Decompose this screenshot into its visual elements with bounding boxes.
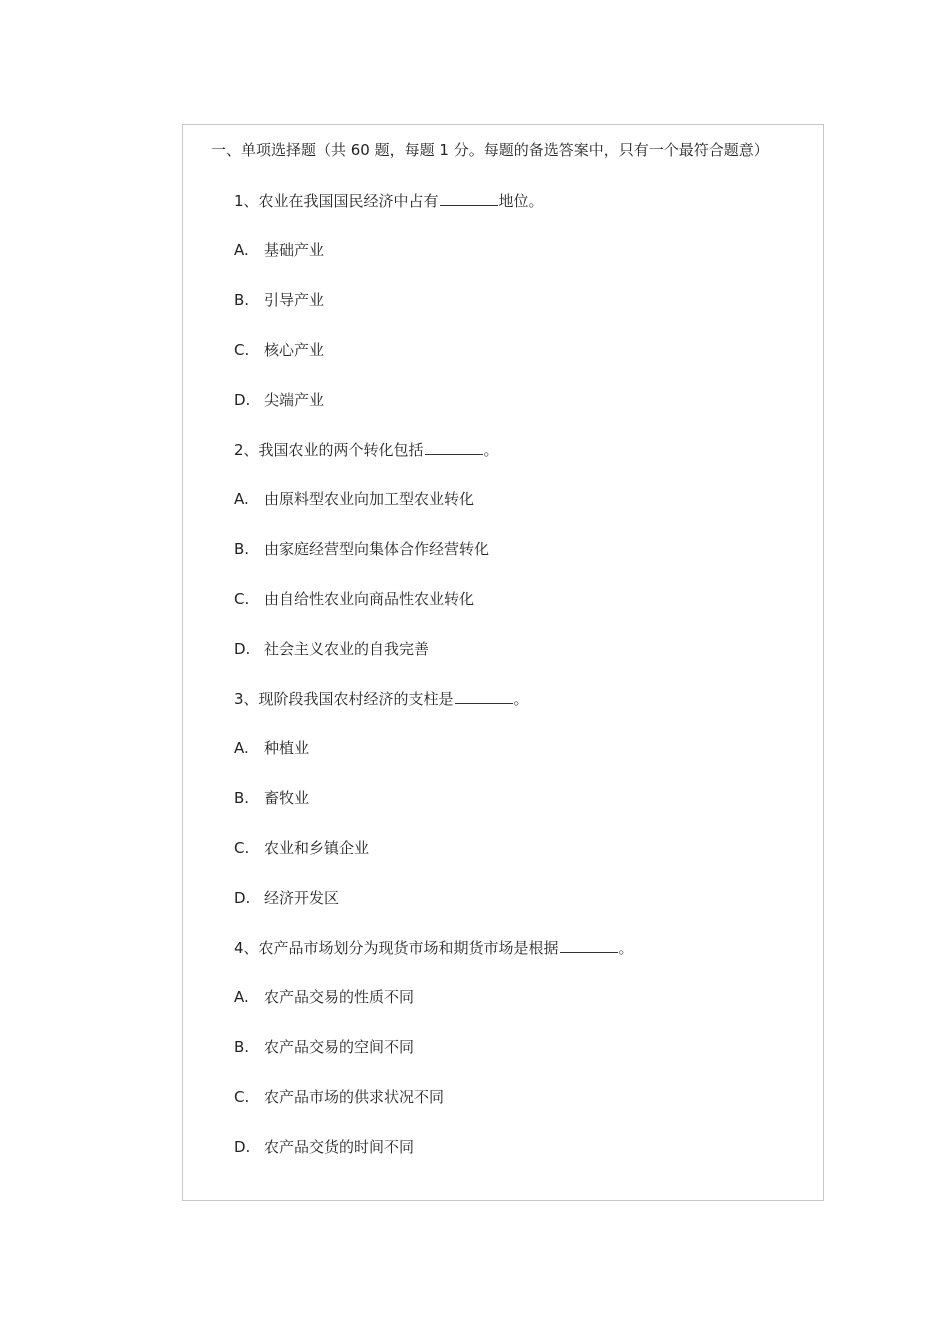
question-3-option-a: [234, 738, 309, 758]
option-letter: A.: [234, 490, 249, 508]
option-text: 经济开发区: [264, 889, 340, 907]
option-letter: C.: [234, 1088, 250, 1106]
question-2-option-a: [234, 489, 474, 509]
question-4-option-b: [234, 1037, 414, 1057]
option-text: 由家庭经营型向集体合作经营转化: [264, 540, 490, 558]
option-letter: C.: [234, 590, 250, 608]
question-4-stem: [234, 937, 634, 958]
option-letter: B.: [234, 1038, 250, 1056]
option-text: 农产品交易的空间不同: [264, 1038, 415, 1056]
option-text: 尖端产业: [264, 391, 325, 409]
question-stem-tail: 。: [513, 690, 529, 708]
option-letter: D.: [234, 391, 251, 409]
question-2-stem: [234, 439, 499, 460]
question-4-option-d: [234, 1137, 414, 1157]
answer-blank: [440, 190, 498, 206]
option-letter: D.: [234, 889, 251, 907]
question-1-option-a: [234, 240, 324, 260]
answer-blank: [560, 937, 618, 953]
answer-blank: [455, 688, 513, 704]
section-header: 一、单项选择题（共 60 题，每题 1 分。每题的备选答案中，只有一个最符合题意）: [211, 141, 769, 159]
question-stem-text: 4、农产品市场划分为现货市场和期货市场是根据: [234, 939, 559, 957]
option-text: 引导产业: [264, 291, 325, 309]
option-letter: C.: [234, 839, 250, 857]
question-1-option-c: [234, 340, 324, 360]
question-3-stem: [234, 688, 529, 709]
question-stem-text: 3、现阶段我国农村经济的支柱是: [234, 690, 454, 708]
option-letter: B.: [234, 789, 250, 807]
option-letter: D.: [234, 1138, 251, 1156]
question-1-stem: [234, 190, 544, 211]
question-4-option-c: [234, 1087, 444, 1107]
option-text: 种植业: [264, 739, 310, 757]
question-4-option-a: [234, 987, 414, 1007]
question-2-option-d: [234, 639, 429, 659]
option-text: 农产品交易的性质不同: [264, 988, 415, 1006]
option-text: 由原料型农业向加工型农业转化: [264, 490, 475, 508]
question-1-option-b: [234, 290, 324, 310]
option-text: 社会主义农业的自我完善: [264, 640, 430, 658]
option-letter: A.: [234, 739, 249, 757]
option-text: 农产品交货的时间不同: [264, 1138, 415, 1156]
question-2-option-c: [234, 589, 474, 609]
question-stem-text: 2、我国农业的两个转化包括: [234, 441, 424, 459]
option-letter: B.: [234, 540, 250, 558]
answer-blank: [425, 439, 483, 455]
option-letter: C.: [234, 341, 250, 359]
question-3-option-b: [234, 788, 309, 808]
option-text: 畜牧业: [264, 789, 310, 807]
question-stem-tail: 地位。: [498, 192, 544, 210]
question-stem-tail: 。: [483, 441, 499, 459]
question-stem-tail: 。: [618, 939, 634, 957]
question-1-option-d: [234, 390, 324, 410]
option-letter: B.: [234, 291, 250, 309]
option-letter: A.: [234, 241, 249, 259]
option-text: 基础产业: [264, 241, 325, 259]
option-letter: A.: [234, 988, 249, 1006]
question-2-option-b: [234, 539, 489, 559]
option-text: 农业和乡镇企业: [264, 839, 370, 857]
option-letter: D.: [234, 640, 251, 658]
option-text: 农产品市场的供求状况不同: [264, 1088, 445, 1106]
option-text: 由自给性农业向商品性农业转化: [264, 590, 475, 608]
question-3-option-d: [234, 888, 339, 908]
option-text: 核心产业: [264, 341, 325, 359]
question-3-option-c: [234, 838, 369, 858]
question-stem-text: 1、农业在我国国民经济中占有: [234, 192, 439, 210]
